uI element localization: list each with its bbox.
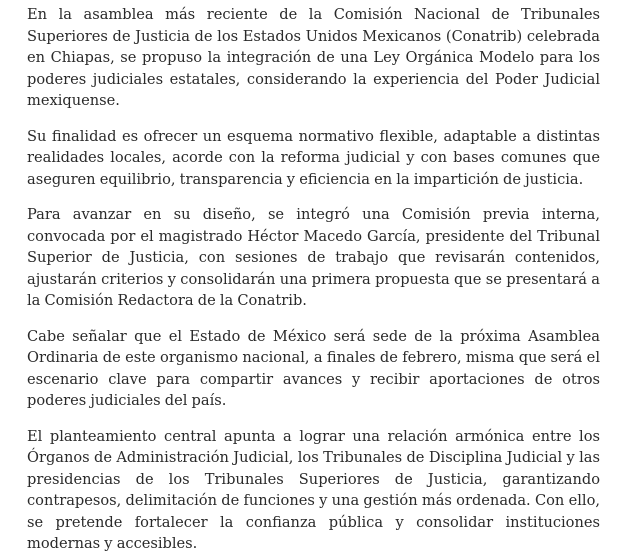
paragraph-4: Cabe señalar que el Estado de México será sede de la próxima Asamblea Ordinaria de este organismo nacional, a finales de febrero, misma que será el escenario clave para compartir avances y recibir aportaciones de otros poderes judiciales del país. [27, 327, 600, 409]
paragraph-3: Para avanzar en su diseño, se integró una Comisión previa interna, convocada por el magistrado Héctor Macedo García, presidente del Tribunal Superior de Justicia, con sesiones de trabajo que revisarán contenidos, ajustarán criterios y consolidarán una primera propuesta que se presentará a la Comisión Redactora de la Conatrib. [27, 206, 600, 309]
paragraph-5: El planteamiento central apunta a lograr una relación armónica entre los Órganos de Administración Judicial, los Tribunales de Disciplina Judicial y las presidencias de los Tribunales Superiores de Justicia, garantizando contrapesos, delimitación de funciones y una gestión más ordenada. Con ello, se pretende fortalecer la confianza pública y consolidar instituciones modernas y accesibles. [27, 427, 600, 552]
paragraph-1: En la asamblea más reciente de la Comisión Nacional de Tribunales Superiores de Justicia de los Estados Unidos Mexicanos (Conatrib) celebrada en Chiapas, se propuso la integración de una Ley Orgánica Modelo para los poderes judiciales estatales, considerando la experiencia del Poder Judicial mexiquense. [27, 6, 600, 109]
paragraph-2: Su finalidad es ofrecer un esquema normativo flexible, adaptable a distintas realidades locales, acorde con la reforma judicial y con bases comunes que aseguren equilibrio, transparencia y eficiencia en la impartición de justicia. [27, 127, 600, 188]
